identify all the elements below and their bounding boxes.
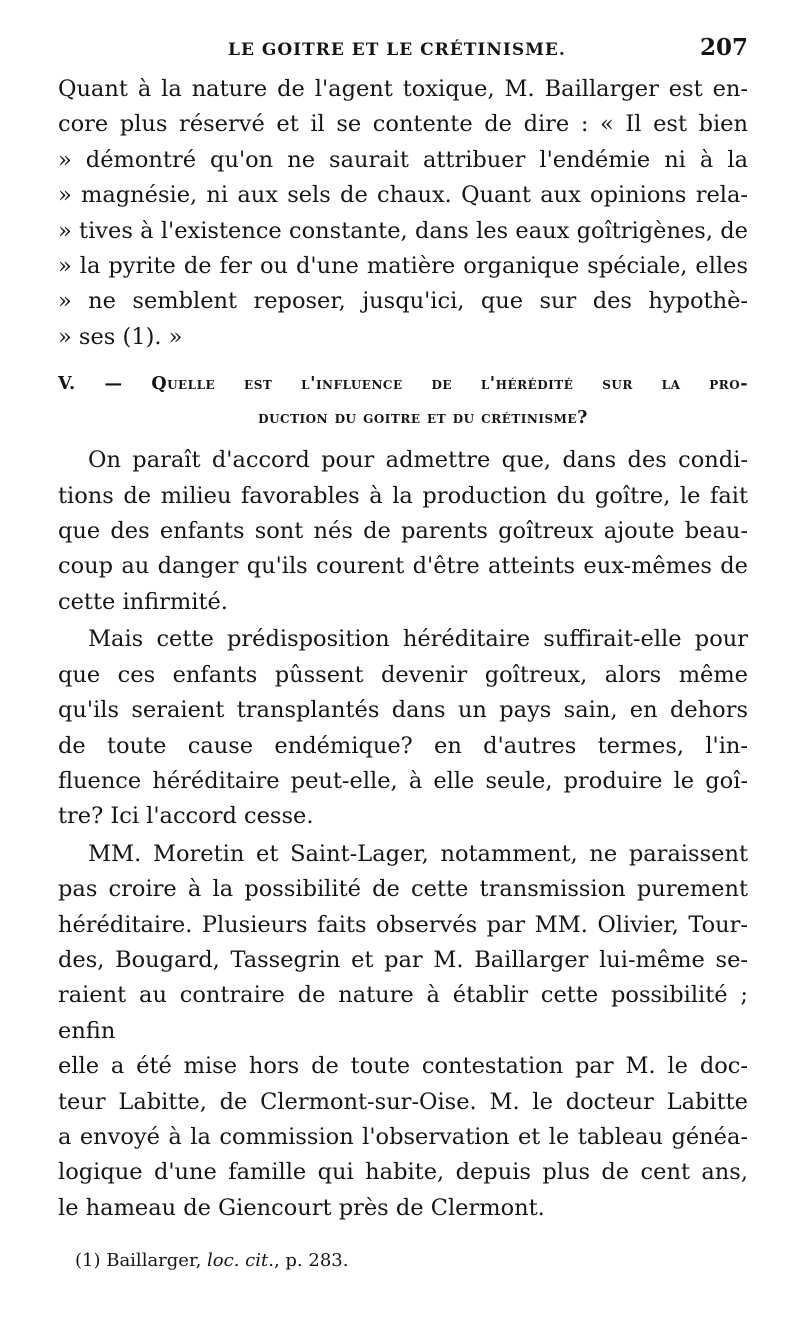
text-line: » la pyrite de fer ou d'une matière organique spéciale, elles — [58, 253, 748, 280]
text-line: tre? Ici l'accord cesse. — [58, 803, 314, 830]
text-line: héréditaire. Plusieurs faits observés par MM. Olivier, Tour- — [58, 911, 748, 938]
text-line: raient au contraire de nature à établir cette possibilité ; enfin — [58, 982, 748, 1044]
text-line: elle a été mise hors de toute contestation par M. le doc- — [58, 1053, 748, 1080]
text-line: Mais cette prédisposition héréditaire suffirait-elle pour — [88, 626, 748, 653]
text-line: que des enfants sont nés de parents goîtreux ajoute beau- — [58, 518, 748, 545]
running-header — [58, 32, 748, 72]
text-line: cette infirmité. — [58, 588, 228, 615]
text-line: core plus réservé et il se contente de dire : « Il est bien — [58, 111, 748, 138]
page-number: 207 — [699, 34, 748, 61]
section-heading-line: duction du goitre et du crétinisme? — [258, 408, 588, 429]
paragraph-1 — [58, 72, 748, 355]
paragraph-2 — [58, 443, 748, 620]
page — [58, 32, 748, 1226]
text-line: » ses (1). » — [58, 323, 183, 350]
text-line: » magnésie, ni aux sels de chaux. Quant aux opinions rela- — [58, 182, 748, 209]
section-heading — [58, 367, 748, 435]
text-line: coup au danger qu'ils courent d'être atteints eux-mêmes de — [58, 553, 748, 580]
paragraph-3 — [58, 622, 748, 834]
text-line: des, Bougard, Tassegrin et par M. Baillarger lui-même se- — [58, 946, 748, 973]
text-line: a envoyé à la commission l'observation et le tableau généa- — [58, 1123, 748, 1150]
text-line: » ne semblent reposer, jusqu'ici, que sur des hypothè- — [58, 288, 748, 315]
text-line: que ces enfants pûssent devenir goîtreux, alors même — [58, 661, 748, 688]
text-line: » tives à l'existence constante, dans les eaux goîtrigènes, de — [58, 217, 748, 244]
text-line: teur Labitte, de Clermont-sur-Oise. M. le docteur Labitte — [58, 1088, 748, 1115]
text-line: » démontré qu'on ne saurait attribuer l'endémie ni à la — [58, 146, 748, 173]
text-line: MM. Moretin et Saint-Lager, notamment, ne paraissent — [88, 840, 748, 867]
text-line: pas croire à la possibilité de cette transmission purement — [58, 876, 748, 903]
text-line: de toute cause endémique? en d'autres termes, l'in- — [58, 732, 748, 759]
footnote-citation: loc. cit. — [207, 1250, 274, 1271]
running-title: LE GOITRE ET LE CRÉTINISME. — [228, 40, 566, 60]
footnote-text: (1) Baillarger, — [75, 1250, 202, 1271]
footnote — [75, 1250, 348, 1271]
text-line: le hameau de Giencourt près de Clermont. — [58, 1194, 545, 1221]
section-heading-line: V. — Quelle est l'influence de l'hérédité sur la pro- — [58, 374, 748, 395]
text-line: Quant à la nature de l'agent toxique, M. Baillarger est en- — [58, 76, 748, 102]
text-line: On paraît d'accord pour admettre que, dans des condi- — [88, 447, 748, 474]
text-line: tions de milieu favorables à la production du goître, le fait — [58, 482, 748, 509]
text-line: qu'ils seraient transplantés dans un pays sain, en dehors — [58, 697, 748, 724]
paragraph-4 — [58, 837, 748, 1226]
text-line: fluence héréditaire peut-elle, à elle seule, produire le goî- — [58, 767, 748, 794]
text-line: logique d'une famille qui habite, depuis plus de cent ans, — [58, 1159, 748, 1186]
footnote-page: , p. 283. — [273, 1250, 349, 1271]
